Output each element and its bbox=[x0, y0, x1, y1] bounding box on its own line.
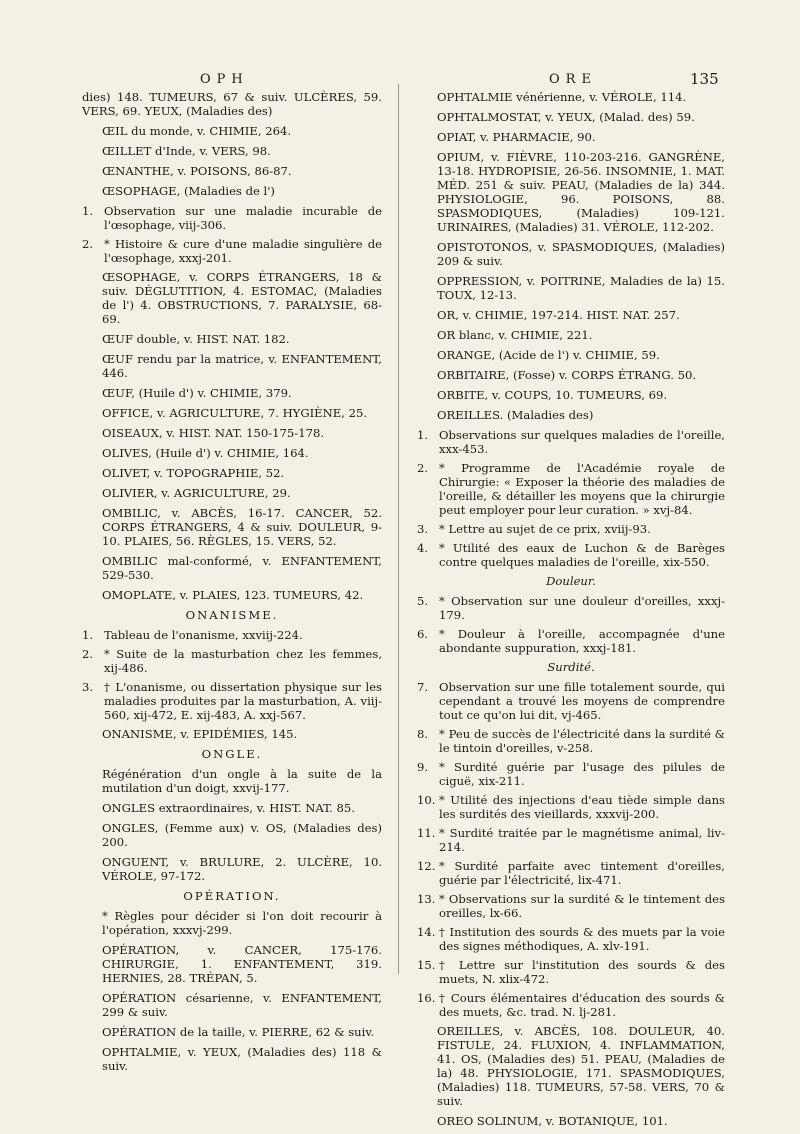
numbered-entry bbox=[82, 204, 382, 232]
entry-text: Tableau de l'onanisme, xxviij-224. bbox=[104, 628, 303, 642]
index-entry: OPIUM, v. FIÈVRE, 110-203-216. GANGRÈNE, 13-18. HYDROPISIE, 26-56. INSOMNIE, 1. MAT. MÉD. 251 & suiv. PEAU, (Maladies de la) 344. PHYSIOLOGIE, 96. POISONS, 88. SPASMODIQUES, (Maladies) 109-121. URINAIRES, (Maladies) 31. VÉROLE, 112-202. bbox=[437, 150, 725, 234]
index-entry: ŒNANTHE, v. POISONS, 86-87. bbox=[102, 164, 292, 178]
numbered-entry bbox=[82, 680, 382, 722]
subsection-heading: Douleur. bbox=[546, 574, 596, 588]
entry-text: * Peu de succès de l'électricité dans la surdité & le tintoin d'oreilles, v-258. bbox=[439, 727, 725, 755]
index-entry: ŒUF rendu par la matrice, v. ENFANTEMENT, 446. bbox=[102, 352, 382, 380]
subsection-heading: Surdité. bbox=[547, 660, 595, 674]
running-head-left: OPH bbox=[200, 72, 249, 87]
entry-number: 13. bbox=[417, 892, 436, 906]
index-entry: ŒIL du monde, v. CHIMIE, 264. bbox=[102, 124, 292, 138]
column-divider bbox=[398, 84, 399, 974]
index-entry: OPHTALMIE vénérienne, v. VÉROLE, 114. bbox=[437, 90, 687, 104]
entry-number: 2. bbox=[417, 461, 429, 475]
entry-text: * Douleur à l'oreille, accompagnée d'une abondante suppuration, xxxj-181. bbox=[439, 627, 725, 655]
entry-number: 15. bbox=[417, 958, 436, 972]
index-entry: ORBITE, v. COUPS, 10. TUMEURS, 69. bbox=[437, 388, 668, 402]
entry-text: * Utilité des injections d'eau tiède simple dans les surdités des vieillards, xxxvij-200. bbox=[439, 793, 725, 821]
section-heading: ONGLE. bbox=[201, 747, 263, 761]
numbered-entry bbox=[417, 958, 725, 986]
index-entry: OPHTALMOSTAT, v. YEUX, (Malad. des) 59. bbox=[437, 110, 695, 124]
numbered-entry bbox=[417, 760, 725, 788]
numbered-entry bbox=[417, 727, 725, 755]
index-entry: OPPRESSION, v. POITRINE, Maladies de la) 15. TOUX, 12-13. bbox=[437, 274, 725, 302]
index-entry: ONGUENT, v. BRULURE, 2. ULCÈRE, 10. VÉROLE, 97-172. bbox=[102, 855, 382, 883]
entry-number: 14. bbox=[417, 925, 436, 939]
left-entries bbox=[82, 90, 382, 1079]
index-entry: dies) 148. TUMEURS, 67 & suiv. ULCÈRES, 59. VERS, 69. YEUX, (Maladies des) bbox=[82, 90, 382, 118]
index-entry: OR blanc, v. CHIMIE, 221. bbox=[437, 328, 593, 342]
entry-text: * Surdité traitée par le magnétisme animal, liv-214. bbox=[439, 826, 725, 854]
index-entry: OPÉRATION de la taille, v. PIERRE, 62 & suiv. bbox=[102, 1025, 375, 1039]
entry-number: 12. bbox=[417, 859, 436, 873]
index-entry: ORBITAIRE, (Fosse) v. CORPS ÉTRANG. 50. bbox=[437, 368, 697, 382]
index-entry: ŒSOPHAGE, (Maladies de l') bbox=[102, 184, 275, 198]
right-entries bbox=[417, 90, 725, 1134]
entry-number: 2. bbox=[82, 237, 94, 251]
index-entry: ONANISME, v. EPIDÉMIES, 145. bbox=[102, 727, 298, 741]
numbered-entry bbox=[417, 461, 725, 517]
index-entry: OLIVES, (Huile d') v. CHIMIE, 164. bbox=[102, 446, 309, 460]
numbered-entry bbox=[82, 237, 382, 265]
index-entry: OPHTALMIE, v. YEUX, (Maladies des) 118 & suiv. bbox=[102, 1045, 382, 1073]
entry-text: † Lettre sur l'institution des sourds & des muets, N. xlix-472. bbox=[439, 958, 725, 986]
page-number: 135 bbox=[690, 70, 719, 88]
numbered-entry bbox=[417, 594, 725, 622]
numbered-entry bbox=[417, 680, 725, 722]
entry-text: * Utilité des eaux de Luchon & de Barèges contre quelques maladies de l'oreille, xix-550. bbox=[439, 541, 725, 569]
entry-number: 7. bbox=[417, 680, 429, 694]
entry-number: 3. bbox=[82, 680, 94, 694]
entry-text: * Suite de la masturbation chez les femmes, xij-486. bbox=[104, 647, 382, 675]
index-entry: OLIVET, v. TOPOGRAPHIE, 52. bbox=[102, 466, 285, 480]
numbered-entry bbox=[417, 991, 725, 1019]
entry-number: 3. bbox=[417, 522, 429, 536]
entry-text: * Surdité parfaite avec tintement d'oreilles, guérie par l'électricité, lix-471. bbox=[439, 859, 725, 887]
entry-number: 5. bbox=[417, 594, 429, 608]
numbered-entry bbox=[417, 892, 725, 920]
index-entry: OMOPLATE, v. PLAIES, 123. TUMEURS, 42. bbox=[102, 588, 364, 602]
numbered-entry bbox=[82, 647, 382, 675]
index-entry: ONGLES, (Femme aux) v. OS, (Maladies des) 200. bbox=[102, 821, 382, 849]
index-entry: OR, v. CHIMIE, 197-214. HIST. NAT. 257. bbox=[437, 308, 680, 322]
entry-text: * Observation sur une douleur d'oreilles, xxxj-179. bbox=[439, 594, 725, 622]
index-entry: ŒUF, (Huile d') v. CHIMIE, 379. bbox=[102, 386, 292, 400]
numbered-entry bbox=[417, 925, 725, 953]
index-entry: OREILLES, v. ABCÈS, 108. DOULEUR, 40. FISTULE, 24. FLUXION, 4. INFLAMMATION, 41. OS, (Maladies des) 51. PEAU, (Maladies de la) 48. PHYSIOLOGIE, 171. SPASMODIQUES, (Maladies) 118. TUMEURS, 57-58. VERS, 70 & suiv. bbox=[437, 1024, 725, 1108]
numbered-entry bbox=[417, 541, 725, 569]
entry-text: * Programme de l'Académie royale de Chirurgie: « Exposer la théorie des maladies de l'oreille, & détailler les moyens que la chirurgie peut employer pour leur curation. » xvj-84. bbox=[439, 461, 725, 517]
numbered-entry bbox=[417, 793, 725, 821]
entry-text: Observation sur une fille totalement sourde, qui cependant a trouvé les moyens de comprendre tout ce qu'on lui dit, vj-465. bbox=[439, 680, 725, 722]
running-head-right: ORE bbox=[549, 72, 597, 87]
entry-text: * Surdité guérie par l'usage des pilules de ciguë, xix-211. bbox=[439, 760, 725, 788]
index-entry: OREILLES. (Maladies des) bbox=[437, 408, 594, 422]
entry-text: * Lettre au sujet de ce prix, xviij-93. bbox=[439, 522, 651, 536]
section-heading: OPÉRATION. bbox=[183, 889, 281, 903]
index-entry: OMBILIC mal-conformé, v. ENFANTEMENT, 529-530. bbox=[102, 554, 382, 582]
entry-number: 4. bbox=[417, 541, 429, 555]
index-entry: ŒSOPHAGE, v. CORPS ÉTRANGERS, 18 & suiv. DÉGLUTITION, 4. ESTOMAC, (Maladies de l') 4. OBSTRUCTIONS, 7. PARALYSIE, 68-69. bbox=[102, 270, 382, 326]
entry-text: Observation sur une maladie incurable de l'œsophage, viij-306. bbox=[104, 204, 382, 232]
index-entry: OREO SOLINUM, v. BOTANIQUE, 101. bbox=[437, 1114, 668, 1128]
entry-number: 2. bbox=[82, 647, 94, 661]
entry-number: 11. bbox=[417, 826, 436, 840]
section-heading: ONANISME. bbox=[185, 608, 279, 622]
entry-number: 1. bbox=[417, 428, 429, 442]
index-entry: ORANGE, (Acide de l') v. CHIMIE, 59. bbox=[437, 348, 660, 362]
index-entry: OPÉRATION, v. CANCER, 175-176. CHIRURGIE, 1. ENFANTEMENT, 319. HERNIES, 28. TRÉPAN, 5. bbox=[102, 943, 382, 985]
index-entry: OPISTOTONOS, v. SPASMODIQUES, (Maladies) 209 & suiv. bbox=[437, 240, 725, 268]
entry-number: 16. bbox=[417, 991, 436, 1005]
entry-number: 6. bbox=[417, 627, 429, 641]
entry-number: 10. bbox=[417, 793, 436, 807]
entry-text: * Observations sur la surdité & le tintement des oreilles, lx-66. bbox=[439, 892, 725, 920]
index-entry: ŒILLET d'Inde, v. VERS, 98. bbox=[102, 144, 271, 158]
numbered-entry bbox=[417, 627, 725, 655]
entry-number: 9. bbox=[417, 760, 429, 774]
index-entry: OISEAUX, v. HIST. NAT. 150-175-178. bbox=[102, 426, 325, 440]
entry-text: † Institution des sourds & des muets par la voie des signes méthodiques, A. xlv-191. bbox=[439, 925, 725, 953]
entry-text: † L'onanisme, ou dissertation physique sur les maladies produites par la masturbation, A. viij-560, xij-472, E. xij-483, A. xxj-567. bbox=[104, 680, 382, 722]
index-entry: OFFICE, v. AGRICULTURE, 7. HYGIÈNE, 25. bbox=[102, 406, 368, 420]
index-entry: OPIAT, v. PHARMACIE, 90. bbox=[437, 130, 596, 144]
index-entry: ŒUF double, v. HIST. NAT. 182. bbox=[102, 332, 290, 346]
numbered-entry bbox=[417, 859, 725, 887]
index-entry: Régénération d'un ongle à la suite de la mutilation d'un doigt, xxvij-177. bbox=[102, 767, 382, 795]
entry-number: 8. bbox=[417, 727, 429, 741]
entry-text: Observations sur quelques maladies de l'oreille, xxx-453. bbox=[439, 428, 725, 456]
index-entry: OLIVIER, v. AGRICULTURE, 29. bbox=[102, 486, 291, 500]
index-entry: ONGLES extraordinaires, v. HIST. NAT. 85. bbox=[102, 801, 355, 815]
numbered-entry bbox=[82, 628, 382, 642]
entry-text: * Histoire & cure d'une maladie singulière de l'œsophage, xxxj-201. bbox=[104, 237, 382, 265]
index-entry: OPÉRATION césarienne, v. ENFANTEMENT, 299 & suiv. bbox=[102, 991, 382, 1019]
entry-number: 1. bbox=[82, 628, 94, 642]
entry-text: † Cours élémentaires d'éducation des sourds & des muets, &c. trad. N. lj-281. bbox=[439, 991, 725, 1019]
numbered-entry bbox=[417, 428, 725, 456]
entry-number: 1. bbox=[82, 204, 94, 218]
numbered-entry bbox=[417, 826, 725, 854]
index-entry: * Règles pour décider si l'on doit recourir à l'opération, xxxvj-299. bbox=[102, 909, 382, 937]
index-entry: OMBILIC, v. ABCÈS, 16-17. CANCER, 52. CORPS ÉTRANGERS, 4 & suiv. DOULEUR, 9-10. PLAIES, 56. RÈGLES, 15. VERS, 52. bbox=[102, 506, 382, 548]
numbered-entry bbox=[417, 522, 725, 536]
